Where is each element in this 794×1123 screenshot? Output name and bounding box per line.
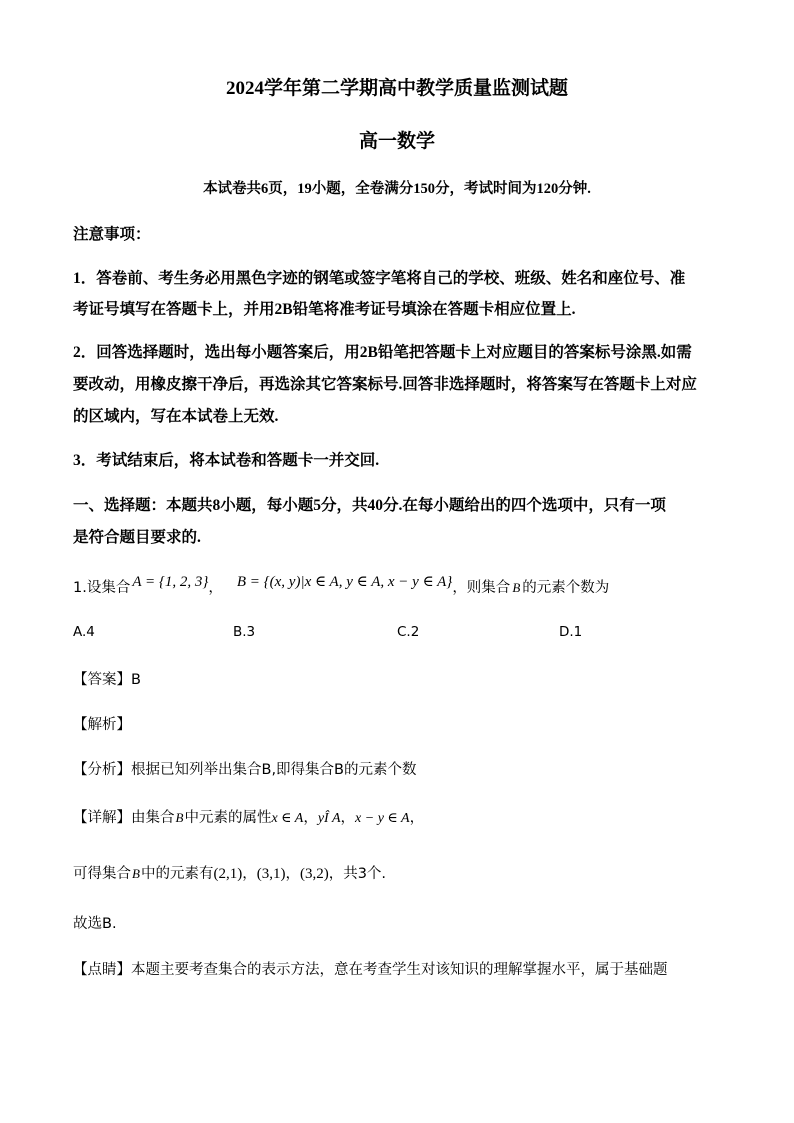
question-1-prefix: 1.设集合 (73, 580, 131, 596)
notice-item-3: 3．考试结束后，将本试卷和答题卡一并交回. (73, 452, 380, 469)
notice-heading: 注意事项： (73, 226, 151, 243)
xiangjie-condition-3: x − y ∈ A (355, 811, 410, 826)
question-1-comma: ， (208, 580, 223, 596)
fenxi-label: 【分析】 (73, 762, 131, 778)
question-1-suffix-1: ，则集合 (452, 580, 511, 596)
result-text-1: 可得集合 (73, 866, 131, 882)
xiangjie-text-2: 中元素的属性 (184, 810, 272, 826)
xiangjie-set-b: B (175, 810, 184, 825)
section-1-heading-line-1: 一、选择题：本题共8小题，每小题5分，共40分.在每小题给出的四个选项中，只有一项 (73, 497, 666, 514)
fenxi-text: 根据已知列举出集合B,即得集合B的元素个数 (131, 762, 417, 778)
section-1-heading-line-2: 是符合题目要求的. (73, 529, 201, 546)
result-set-b: B (132, 866, 140, 881)
question-1-stem (73, 576, 609, 597)
question-1-suffix-2: 的元素个数为 (522, 580, 610, 596)
question-1-set-name: B (512, 580, 521, 595)
xiangjie-end: ， (409, 810, 425, 826)
dianjing-line (73, 958, 668, 979)
result-text-3: ，共3个. (328, 866, 387, 882)
answer-label: 【答案】 (73, 672, 131, 688)
result-text-2: 中的元素有 (140, 866, 214, 882)
set-a-expression: A = {1, 2, 3} (132, 574, 209, 590)
result-element-2: (3,1) (256, 866, 286, 882)
xiangjie-condition-2: yÎ A (317, 811, 341, 826)
dianjing-text: 本题主要考查集合的表示方法，意在考查学生对该知识的理解掌握水平，属于基础题 (131, 962, 668, 978)
dianjing-label: 【点睛】 (73, 962, 131, 978)
notice-item-2-line-1: 2．回答选择题时，选出每小题答案后，用2B铅笔把答题卡上对应题目的答案标号涂黑.如需 (73, 344, 692, 361)
set-b-expression: B = {(x, y)|x ∈ A, y ∈ A, x − y ∈ A} (236, 574, 453, 590)
option-d: D.1 (559, 624, 583, 640)
notice-item-2-line-2: 要改动，用橡皮擦干净后，再选涂其它答案标号.回答非选择题时，将答案写在答题卡上对应 (73, 376, 697, 393)
xiangjie-line (73, 806, 424, 827)
exam-info: 本试卷共6页，19小题，全卷满分150分，考试时间为120分钟. (203, 181, 591, 197)
choice-line: 故选B. (73, 916, 117, 932)
result-line (73, 862, 386, 883)
result-sep-1: ， (242, 866, 257, 882)
answer-line (73, 668, 141, 689)
exam-title: 2024学年第二学期高中教学质量监测试题 (225, 78, 568, 99)
notice-item-1-line-1: 1．答卷前、考生务必用黑色字迹的钢笔或签字笔将自己的学校、班级、姓名和座位号、准 (73, 270, 686, 287)
fenxi-line (73, 758, 417, 779)
notice-item-1-line-2: 考证号填写在答题卡上，并用2B铅笔将准考证号填涂在答题卡相应位置上. (73, 301, 576, 318)
xiangjie-text-1: 由集合 (131, 810, 175, 826)
xiangjie-label: 【详解】 (73, 810, 131, 826)
xiangjie-condition-1: x ∈ A (271, 811, 304, 826)
result-element-1: (2,1) (213, 866, 243, 882)
answer-value: B (131, 672, 141, 688)
result-element-3: (3,2) (299, 866, 329, 882)
subject-title: 高一数学 (358, 131, 435, 152)
option-a: A.4 (73, 624, 95, 640)
option-b: B.3 (233, 624, 256, 640)
result-sep-2: ， (285, 866, 300, 882)
analysis-label: 【解析】 (73, 717, 131, 733)
option-c: C.2 (397, 624, 420, 640)
xiangjie-sep-1: ， (303, 810, 318, 826)
notice-item-2-line-3: 的区域内，写在本试卷上无效. (73, 408, 279, 425)
xiangjie-sep-2: ， (340, 810, 356, 826)
